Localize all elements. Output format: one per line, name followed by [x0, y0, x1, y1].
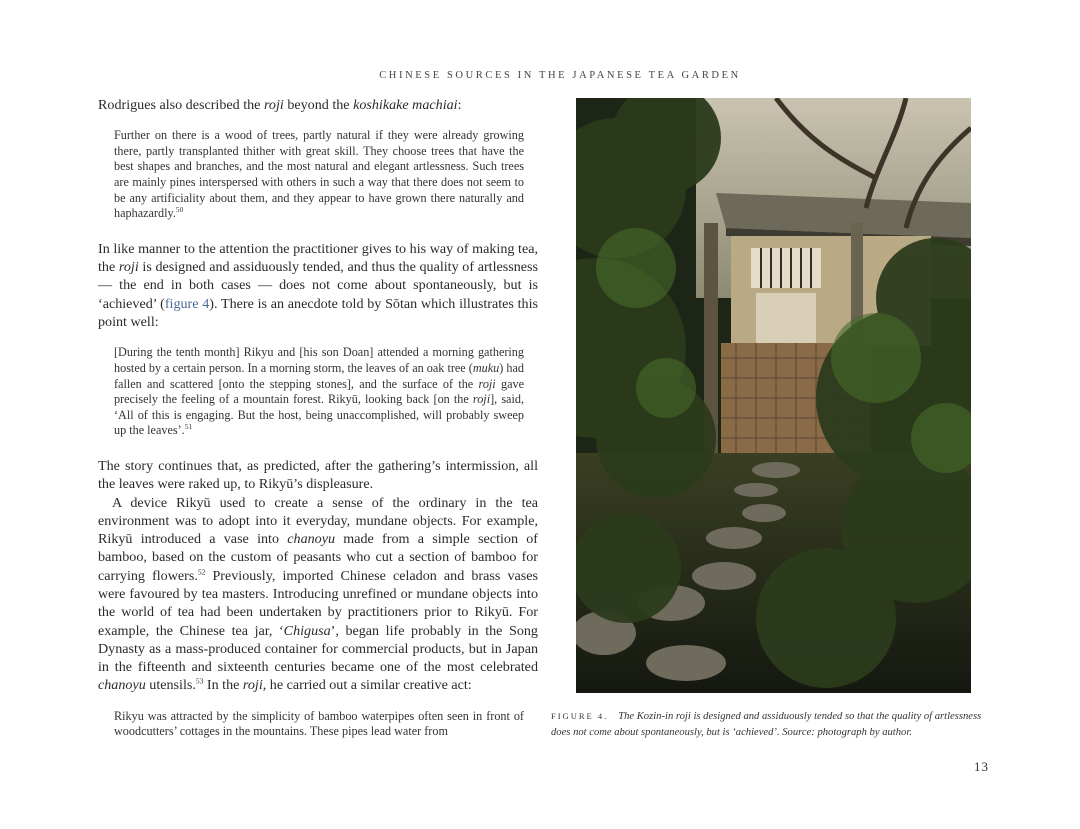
block-quote-3: Rikyu was attracted by the simplicity of bamboo waterpipes often seen in front of woodcutters’ cottages in the mountains. These pipes lead water from [114, 708, 524, 739]
italic-term: chanoyu [98, 677, 146, 694]
text-run: Rodrigues also described the [98, 97, 264, 113]
footnote-ref[interactable]: 50 [175, 205, 184, 215]
text-run: ) had fallen and scattered [onto the stepping stones], and the surface of the [114, 360, 524, 391]
footnote-ref[interactable]: 53 [195, 676, 204, 686]
figure-4-photograph [576, 98, 971, 693]
text-run: ], said, ‘All of this is engaging. But the host, being unaccomplished, will probably sweep up the leaves’. [114, 392, 524, 438]
figure-label: FIGURE 4. [551, 711, 609, 721]
text-run: : [457, 97, 462, 113]
italic-term: chanoyu [287, 531, 336, 548]
text-run: gave precisely the feeling of a mountain forest. Rikyū, looking back [on the [114, 376, 525, 407]
paragraph-2 [98, 240, 538, 331]
italic-term: muku [472, 360, 500, 375]
text-run: ). There is an anecdote told by Sōtan which illustrates this point well: [98, 295, 538, 331]
paragraph-1 [98, 96, 538, 114]
caption-text: The Kozin-in roji is designed and assiduously tended so that the quality of artlessness does not come about spontaneously, but is ‘achieved’. Source: photograph by author. [551, 711, 982, 738]
text-run: [During the tenth month] Rikyu and [his son Doan] attended a morning gathering hosted by a certain person. In a morning storm, the leaves of an oak tree ( [114, 345, 524, 375]
footnote-ref[interactable]: 52 [197, 567, 206, 576]
italic-term: roji [478, 376, 496, 391]
figure-link[interactable]: figure 4 [164, 295, 210, 312]
italic-term: roji [472, 392, 491, 407]
text-run: is designed and assiduously tended, and thus the quality of artlessness — the end in both cases — does not come about spontaneously, but is ‘achieved’ ( [98, 259, 538, 312]
text-run: In like manner to the attention the practitioner gives to his way of making tea, the [98, 240, 538, 276]
text-run: beyond the [283, 97, 354, 113]
text-run: In the [203, 677, 243, 694]
text-run: Previously, imported Chinese celadon and brass vases were favoured by tea masters. Introducing unrefined or mundane objects into the world of tea had been undertaken by practitioners prior to Rikyū. For example, the Chinese tea jar, ‘ [98, 567, 538, 639]
text-run: made from a simple section of bamboo, based on the custom of peasants who cut a section of bamboo for carrying flowers. [98, 531, 538, 584]
text-run: utensils. [145, 677, 196, 694]
italic-term: koshikake machiai [353, 97, 458, 113]
italic-term: roji [118, 259, 139, 276]
text-run: A device Rikyū used to create a sense of the ordinary in the tea environment was to adopt into it everyday, mundane objects. For example, Rikyū introduced a vase into [98, 494, 538, 548]
footnote-ref[interactable]: 51 [184, 422, 193, 432]
text-run: , he carried out a similar creative act: [262, 677, 472, 694]
page-number: 13 [974, 759, 989, 774]
quote-text: Further on there is a wood of trees, partly natural if they were already growing there, partly transplanted thither with great skill. They choose trees that have the best shapes and branches, and the most natural and elegant artlessness. Such trees are mainly pines interspersed with others in such a way that there does not seem to be any artificiality about them, and they appear to have grown there naturally and haphazardly. [114, 128, 524, 221]
italic-term: Chigusa [283, 622, 331, 639]
italic-term: roji [263, 97, 284, 113]
block-quote-1 [114, 128, 524, 222]
figure-caption [551, 709, 996, 740]
italic-term: roji [242, 677, 263, 694]
running-head: CHINESE SOURCES IN THE JAPANESE TEA GARDEN [379, 70, 741, 81]
paragraph-4 [98, 494, 538, 695]
tea-garden-photo [576, 98, 971, 693]
paragraph-3: The story continues that, as predicted, after the gathering’s intermission, all the leaves were raked up, to Rikyū’s displeasure. [98, 457, 538, 493]
main-text-column [98, 96, 538, 740]
text-run: ’, began life probably in the Song Dynasty as a mass-produced container for commercial products, but in Japan in the fifteenth and sixteenth centuries became one of the most celebrated [98, 622, 538, 676]
block-quote-2 [114, 345, 524, 439]
